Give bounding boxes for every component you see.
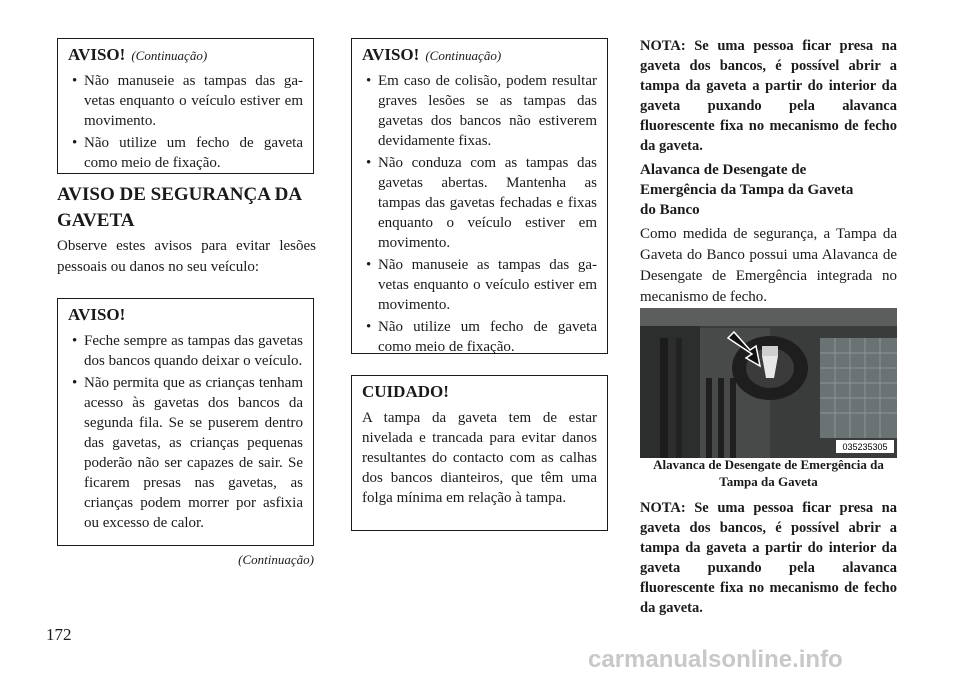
list-item: • Não manuseie as tampas das gavetas enquanto o veículo estiver em movimento. — [362, 255, 597, 315]
continued-label: (Continuação) — [425, 48, 502, 63]
warning-list — [68, 331, 303, 533]
warning-title: AVISO! — [68, 305, 126, 324]
caution-title: CUIDADO! — [362, 382, 449, 401]
section-heading: AVISO DE SEGURANÇA DA GAVETA — [57, 184, 302, 231]
list-item: • Não manuseie as tampas das gavetas enquanto o veículo estiver em movimento. — [68, 71, 303, 131]
list-item: • Em caso de colisão, podem resultar graves lesões se as tampas das gavetas dos bancos não estiverem devidamente fixas. — [362, 71, 597, 151]
warning-list — [68, 71, 303, 173]
release-lever-photo — [640, 308, 897, 458]
watermark: carmanualsonline.info — [588, 646, 843, 673]
release-lever-illustration — [640, 308, 897, 458]
continued-footer: (Continuação) — [238, 552, 314, 567]
caution-text: A tampa da gaveta tem de estar nivelada e trancada para evitar danos resultantes do contacto com as calhas dos bancos dianteiros, que têm uma folga mínima em relação à tampa. — [362, 410, 597, 506]
list-item: • Não utilize um fecho de gaveta como meio de fixação. — [362, 317, 597, 357]
continued-label: (Continuação) — [131, 48, 208, 63]
list-item: • Não conduza com as tampas das gavetas abertas. Mantenha as tampas das gavetas fechadas e fixas enquanto o veículo estiver em movimento. — [362, 153, 597, 253]
warning-box — [57, 298, 314, 546]
intro-paragraph: Observe estes avisos para evitar lesões pessoais ou danos no seu veículo: — [57, 238, 316, 275]
photo-code: 035235305 — [842, 442, 888, 452]
list-item: • Feche sempre as tampas das gavetas dos bancos quando deixar o veículo. — [68, 331, 303, 371]
warning-title: AVISO! (Continuação) — [68, 45, 208, 64]
subheading: Alavanca de Desengate de Emergência da Tampa da Gaveta do Banco — [640, 162, 854, 218]
warning-box-continued — [351, 38, 608, 354]
list-item: • Não utilize um fecho de gaveta como meio de fixação. — [68, 133, 303, 173]
warning-title: AVISO! (Continuação) — [362, 45, 502, 64]
photo-caption: Alavanca de Desengate de Emergência da Tampa da Gaveta — [653, 457, 884, 489]
list-item: • Não permita que as crianças tenham acesso às gavetas dos bancos da segunda fila. Se se puserem dentro das gavetas, as crianças pequenas poderão não ser capazes de sair. Se ficarem presas nas gavetas, as crianças podem morrer por asfixia ou excesso de calor. — [68, 373, 303, 533]
description-paragraph: Como medida de segurança, a Tampa da Gaveta do Banco possui uma Alavanca de Desengate de Emergência integrada no mecanismo de fecho. — [640, 226, 897, 305]
note-paragraph: NOTA: Se uma pessoa ficar presa na gaveta dos bancos, é possível abrir a tampa da gaveta a partir do interior da gaveta puxando pela alavanca fluorescente fixa no mecanismo de fecho da gaveta. — [640, 500, 897, 616]
warning-list — [362, 71, 597, 357]
page-number: 172 — [46, 625, 72, 644]
warning-box-continued — [57, 38, 314, 174]
note-paragraph: NOTA: Se uma pessoa ficar presa na gaveta dos bancos, é possível abrir a tampa da gaveta a partir do interior da gaveta puxando pela alavanca fluorescente fixa no mecanismo de fecho da gaveta. — [640, 38, 897, 154]
caution-box — [351, 375, 608, 531]
